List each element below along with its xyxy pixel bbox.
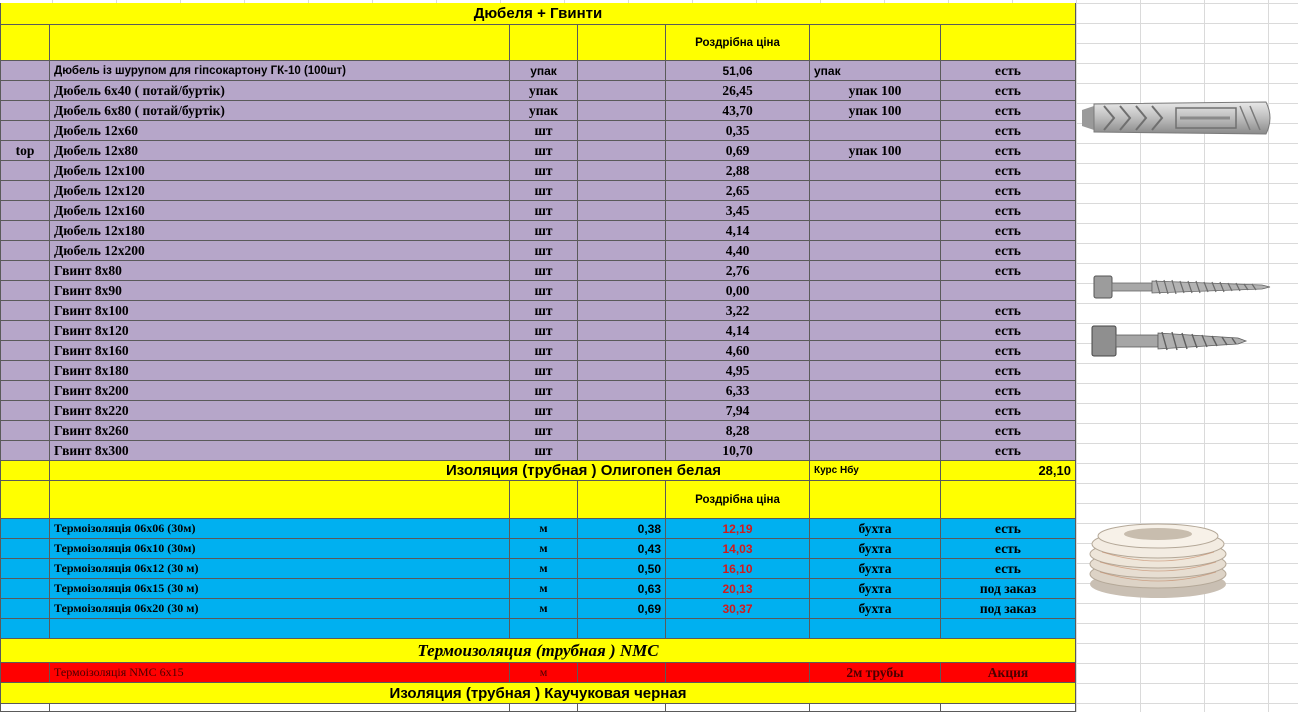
product-name: Гвинт 8х260 <box>50 421 510 441</box>
product-price: 26,45 <box>666 81 810 101</box>
product-unit: м <box>510 539 578 559</box>
header-cell <box>578 25 666 61</box>
product-unit: шт <box>510 421 578 441</box>
product-unit: шт <box>510 141 578 161</box>
product-price: 4,95 <box>666 361 810 381</box>
product-price: 2,65 <box>666 181 810 201</box>
product-name: Дюбель 12х80 <box>50 141 510 161</box>
product-name: Гвинт 8х100 <box>50 301 510 321</box>
row-cell <box>50 619 510 639</box>
row-side-label: top <box>0 141 50 161</box>
product-name: Термоізоляція NMC 6х15 <box>50 663 510 683</box>
product-name: Термоізоляція 06х15 (30 м) <box>50 579 510 599</box>
product-base-price: 0,38 <box>578 519 666 539</box>
product-unit: шт <box>510 361 578 381</box>
product-name: Гвинт 8х120 <box>50 321 510 341</box>
row-cell <box>0 663 50 683</box>
product-name: Гвинт 8х160 <box>50 341 510 361</box>
row-cell <box>578 281 666 301</box>
header-cell <box>0 481 50 519</box>
product-pack <box>810 221 941 241</box>
header-cell <box>578 481 666 519</box>
product-pack: бухта <box>810 519 941 539</box>
row-cell <box>578 401 666 421</box>
row-cell <box>50 704 510 712</box>
row-cell <box>578 663 666 683</box>
product-pack <box>810 361 941 381</box>
product-pack: 2м трубы <box>810 663 941 683</box>
product-price: 2,76 <box>666 261 810 281</box>
product-price: 4,14 <box>666 321 810 341</box>
product-price: 7,94 <box>666 401 810 421</box>
product-stock: есть <box>941 421 1076 441</box>
product-base-price: 0,43 <box>578 539 666 559</box>
row-cell <box>666 619 810 639</box>
row-cell <box>0 81 50 101</box>
section-title: Дюбеля + Гвинти <box>0 3 1076 25</box>
row-cell <box>0 461 50 481</box>
product-pack: бухта <box>810 539 941 559</box>
header-cell <box>0 25 50 61</box>
product-price: 12,19 <box>666 519 810 539</box>
section-title: Изоляция (трубная ) Олигопен белая <box>50 461 810 481</box>
row-cell <box>578 81 666 101</box>
row-cell <box>0 261 50 281</box>
product-pack <box>810 201 941 221</box>
header-cell <box>941 481 1076 519</box>
product-name: Дюбель із шурупом для гіпсокартону ГК-10 (100шт) <box>50 61 510 81</box>
product-pack <box>810 181 941 201</box>
product-pack <box>810 321 941 341</box>
product-unit: упак <box>510 81 578 101</box>
product-pack: упак 100 <box>810 81 941 101</box>
product-stock: есть <box>941 241 1076 261</box>
product-stock: есть <box>941 519 1076 539</box>
row-cell <box>578 421 666 441</box>
product-name: Дюбель 12х120 <box>50 181 510 201</box>
row-cell <box>941 619 1076 639</box>
product-pack: бухта <box>810 599 941 619</box>
header-cell <box>510 25 578 61</box>
product-price: 0,35 <box>666 121 810 141</box>
product-price: 4,14 <box>666 221 810 241</box>
product-price: 4,40 <box>666 241 810 261</box>
row-cell <box>941 704 1076 712</box>
product-name: Дюбель 12х100 <box>50 161 510 181</box>
row-cell <box>510 619 578 639</box>
row-cell <box>578 181 666 201</box>
product-unit: м <box>510 519 578 539</box>
product-price: 0,69 <box>666 141 810 161</box>
product-stock: есть <box>941 181 1076 201</box>
row-cell <box>810 619 941 639</box>
product-unit: м <box>510 559 578 579</box>
row-cell <box>578 261 666 281</box>
product-pack <box>810 121 941 141</box>
product-name: Гвинт 8х80 <box>50 261 510 281</box>
product-base-price: 0,63 <box>578 579 666 599</box>
product-stock: есть <box>941 61 1076 81</box>
product-price: 2,88 <box>666 161 810 181</box>
product-pack: упак <box>810 61 941 81</box>
row-cell <box>578 141 666 161</box>
product-stock: есть <box>941 401 1076 421</box>
row-cell <box>0 619 50 639</box>
row-cell <box>0 181 50 201</box>
screw-picture <box>1088 320 1250 362</box>
product-unit: шт <box>510 381 578 401</box>
header-cell <box>810 25 941 61</box>
row-cell <box>810 704 941 712</box>
header-cell <box>941 25 1076 61</box>
product-stock: есть <box>941 161 1076 181</box>
product-pack <box>810 301 941 321</box>
product-unit: шт <box>510 301 578 321</box>
product-unit: м <box>510 579 578 599</box>
dowel-picture <box>1080 92 1276 144</box>
product-price: 6,33 <box>666 381 810 401</box>
product-stock: есть <box>941 101 1076 121</box>
product-price: 43,70 <box>666 101 810 121</box>
row-cell <box>578 61 666 81</box>
product-price: 3,45 <box>666 201 810 221</box>
product-unit: шт <box>510 221 578 241</box>
product-stock: есть <box>941 221 1076 241</box>
row-cell <box>0 539 50 559</box>
row-cell <box>0 579 50 599</box>
product-unit: м <box>510 599 578 619</box>
row-cell <box>0 101 50 121</box>
screw-picture <box>1090 270 1272 304</box>
product-unit: упак <box>510 101 578 121</box>
product-stock: под заказ <box>941 579 1076 599</box>
row-cell <box>578 221 666 241</box>
header-cell <box>510 481 578 519</box>
product-name: Гвинт 8х90 <box>50 281 510 301</box>
row-cell <box>0 704 50 712</box>
product-pack <box>810 281 941 301</box>
product-pack <box>810 381 941 401</box>
section-title: Термоизоляция (трубная ) NMC <box>0 639 1076 663</box>
product-unit: шт <box>510 181 578 201</box>
row-cell <box>0 559 50 579</box>
header-cell <box>810 481 941 519</box>
product-stock: есть <box>941 141 1076 161</box>
product-stock: есть <box>941 559 1076 579</box>
product-unit: шт <box>510 441 578 461</box>
product-name: Дюбель 12х160 <box>50 201 510 221</box>
product-price: 14,03 <box>666 539 810 559</box>
row-cell <box>0 301 50 321</box>
product-unit: шт <box>510 281 578 301</box>
product-name: Дюбель 12х180 <box>50 221 510 241</box>
product-unit: шт <box>510 201 578 221</box>
product-unit: шт <box>510 401 578 421</box>
row-cell <box>578 101 666 121</box>
row-cell <box>666 704 810 712</box>
row-cell <box>578 704 666 712</box>
row-cell <box>0 441 50 461</box>
row-cell <box>510 704 578 712</box>
product-stock: есть <box>941 301 1076 321</box>
product-name: Гвинт 8х200 <box>50 381 510 401</box>
product-unit: шт <box>510 321 578 341</box>
product-name: Дюбель 12х200 <box>50 241 510 261</box>
product-pack <box>810 421 941 441</box>
product-stock <box>941 281 1076 301</box>
row-cell <box>0 161 50 181</box>
row-cell <box>578 121 666 141</box>
product-name: Дюбель 12х60 <box>50 121 510 141</box>
row-cell <box>0 599 50 619</box>
row-cell <box>578 341 666 361</box>
product-pack: бухта <box>810 559 941 579</box>
product-unit: упак <box>510 61 578 81</box>
product-price: 51,06 <box>666 61 810 81</box>
row-cell <box>578 441 666 461</box>
product-name: Термоізоляція 06х20 (30 м) <box>50 599 510 619</box>
product-pack: упак 100 <box>810 141 941 161</box>
row-cell <box>0 401 50 421</box>
product-pack <box>810 261 941 281</box>
product-stock: есть <box>941 341 1076 361</box>
product-unit: м <box>510 663 578 683</box>
row-cell <box>0 61 50 81</box>
product-name: Гвинт 8х220 <box>50 401 510 421</box>
product-stock: есть <box>941 441 1076 461</box>
row-cell <box>666 663 810 683</box>
product-stock: Акция <box>941 663 1076 683</box>
product-name: Термоізоляція 06х12 (30 м) <box>50 559 510 579</box>
product-name: Дюбель 6х40 ( потай/буртік) <box>50 81 510 101</box>
row-cell <box>578 619 666 639</box>
row-cell <box>0 381 50 401</box>
product-pack: бухта <box>810 579 941 599</box>
product-base-price: 0,50 <box>578 559 666 579</box>
header-cell <box>50 25 510 61</box>
product-price: 0,00 <box>666 281 810 301</box>
row-cell <box>578 381 666 401</box>
row-cell <box>0 201 50 221</box>
row-cell <box>578 161 666 181</box>
product-price: 4,60 <box>666 341 810 361</box>
product-name: Гвинт 8х300 <box>50 441 510 461</box>
row-cell <box>0 281 50 301</box>
row-cell <box>578 201 666 221</box>
product-price: 10,70 <box>666 441 810 461</box>
exchange-rate-label: Курс Нбу <box>810 461 941 481</box>
product-name: Термоізоляція 06х06 (30м) <box>50 519 510 539</box>
row-cell <box>0 121 50 141</box>
section-title: Изоляция (трубная ) Каучуковая черная <box>0 683 1076 704</box>
row-cell <box>578 241 666 261</box>
product-name: Термоізоляція 06х10 (30м) <box>50 539 510 559</box>
product-unit: шт <box>510 261 578 281</box>
product-unit: шт <box>510 241 578 261</box>
product-price: 30,37 <box>666 599 810 619</box>
row-cell <box>578 361 666 381</box>
product-pack <box>810 241 941 261</box>
row-cell <box>0 241 50 261</box>
header-cell <box>50 481 510 519</box>
product-price: 16,10 <box>666 559 810 579</box>
product-price: 20,13 <box>666 579 810 599</box>
product-pack: упак 100 <box>810 101 941 121</box>
product-unit: шт <box>510 161 578 181</box>
product-stock: есть <box>941 381 1076 401</box>
product-pack <box>810 441 941 461</box>
product-unit: шт <box>510 341 578 361</box>
price-column-header: Роздрібна ціна <box>666 25 810 61</box>
price-column-header: Роздрібна ціна <box>666 481 810 519</box>
product-stock: есть <box>941 201 1076 221</box>
product-stock: есть <box>941 121 1076 141</box>
product-stock: есть <box>941 539 1076 559</box>
product-stock: есть <box>941 321 1076 341</box>
product-stock: под заказ <box>941 599 1076 619</box>
product-base-price: 0,69 <box>578 599 666 619</box>
product-stock: есть <box>941 261 1076 281</box>
row-cell <box>0 361 50 381</box>
row-cell <box>0 321 50 341</box>
product-stock: есть <box>941 361 1076 381</box>
row-cell <box>0 519 50 539</box>
row-cell <box>578 321 666 341</box>
product-price: 8,28 <box>666 421 810 441</box>
product-name: Дюбель 6х80 ( потай/буртік) <box>50 101 510 121</box>
row-cell <box>0 341 50 361</box>
product-pack <box>810 161 941 181</box>
exchange-rate-value: 28,10 <box>941 461 1076 481</box>
row-cell <box>578 301 666 321</box>
product-pack <box>810 341 941 361</box>
product-price: 3,22 <box>666 301 810 321</box>
product-pack <box>810 401 941 421</box>
product-stock: есть <box>941 81 1076 101</box>
row-cell <box>0 221 50 241</box>
insulation-roll-picture <box>1088 512 1228 600</box>
row-cell <box>0 421 50 441</box>
product-name: Гвинт 8х180 <box>50 361 510 381</box>
product-unit: шт <box>510 121 578 141</box>
